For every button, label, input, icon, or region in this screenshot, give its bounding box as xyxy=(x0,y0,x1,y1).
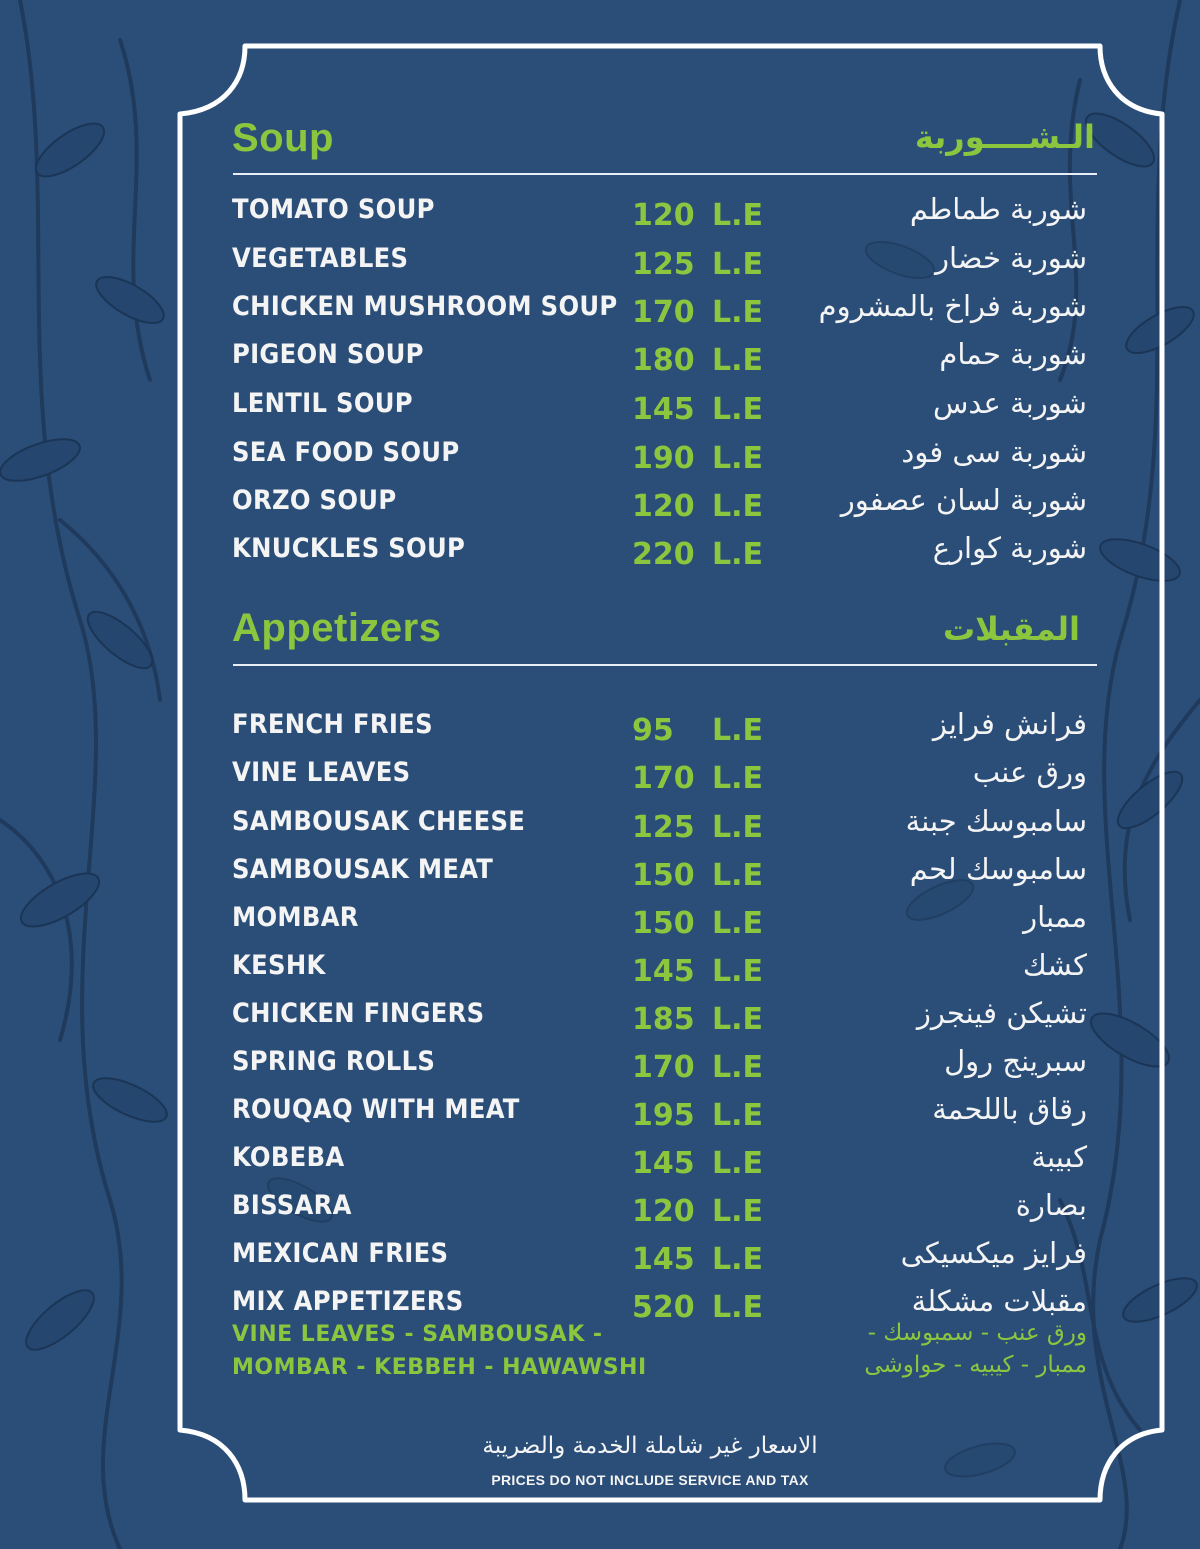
menu-item xyxy=(0,291,1200,339)
item-currency: L.E xyxy=(712,1098,764,1133)
item-name-en: FRENCH FRIES xyxy=(232,709,433,740)
item-currency: L.E xyxy=(712,906,764,941)
item-price: 170 xyxy=(632,295,695,330)
item-name-en: PIGEON SOUP xyxy=(232,339,424,370)
item-name-ar: شوربة سى فود xyxy=(901,435,1087,469)
mix-details-ar-line1: ورق عنب - سمبوسك - xyxy=(867,1320,1087,1346)
item-price: 195 xyxy=(632,1098,695,1133)
menu-item xyxy=(0,902,1200,950)
item-name-ar: فرايز ميكسيكى xyxy=(900,1236,1087,1270)
item-name-en: ORZO SOUP xyxy=(232,485,397,516)
soup-divider xyxy=(233,173,1097,175)
menu-item xyxy=(0,998,1200,1046)
soup-title-en: Soup xyxy=(232,116,334,160)
menu-item xyxy=(0,194,1200,242)
item-price: 220 xyxy=(632,537,695,572)
item-name-en: MOMBAR xyxy=(232,902,359,933)
item-name-en: KOBEBA xyxy=(232,1142,345,1173)
item-name-ar: تشيكن فينجرز xyxy=(916,996,1087,1030)
item-currency: L.E xyxy=(712,1242,764,1277)
item-currency: L.E xyxy=(712,1290,764,1325)
item-name-en: MEXICAN FRIES xyxy=(232,1238,449,1269)
item-name-en: ROUQAQ WITH MEAT xyxy=(232,1094,520,1125)
item-name-en: VEGETABLES xyxy=(232,243,409,274)
item-price: 145 xyxy=(632,1242,695,1277)
item-name-ar: شوربة عدس xyxy=(932,386,1087,420)
item-name-ar: شوربة طماطم xyxy=(909,192,1087,226)
menu-item xyxy=(0,950,1200,998)
item-price: 145 xyxy=(632,1146,695,1181)
item-name-ar: فرانش فرايز xyxy=(932,707,1087,741)
item-name-ar: شوربة لسان عصفور xyxy=(840,483,1087,517)
mix-details-en-line2: MOMBAR - KEBBEH - HAWAWSHI xyxy=(232,1355,647,1380)
item-currency: L.E xyxy=(712,713,764,748)
menu-item xyxy=(0,1046,1200,1094)
footer-note-ar: الاسعار غير شاملة الخدمة والضريبة xyxy=(482,1433,818,1459)
item-price: 150 xyxy=(632,906,695,941)
item-name-ar: كبيبة xyxy=(1031,1140,1087,1174)
item-name-ar: سبرينج رول xyxy=(944,1044,1087,1078)
menu-item xyxy=(0,1190,1200,1238)
menu-item xyxy=(0,388,1200,436)
item-price: 150 xyxy=(632,858,695,893)
menu-item xyxy=(0,1238,1200,1286)
item-name-ar: ورق عنب xyxy=(972,755,1087,789)
item-name-en: KESHK xyxy=(232,950,326,981)
item-name-ar: ممبار xyxy=(1023,900,1087,934)
item-name-en: BISSARA xyxy=(232,1190,352,1221)
item-name-en: SAMBOUSAK CHEESE xyxy=(232,806,526,837)
item-name-en: CHICKEN MUSHROOM SOUP xyxy=(232,291,618,322)
item-currency: L.E xyxy=(712,954,764,989)
item-name-ar: شوربة خضار xyxy=(934,241,1087,275)
item-currency: L.E xyxy=(712,858,764,893)
item-price: 145 xyxy=(632,392,695,427)
menu-item xyxy=(0,243,1200,291)
mix-details-ar-line2: ممبار - كيبيه - حواوشى xyxy=(864,1352,1087,1378)
mix-details-en-line1: VINE LEAVES - SAMBOUSAK - xyxy=(232,1322,603,1347)
item-price: 120 xyxy=(632,489,695,524)
item-currency: L.E xyxy=(712,1002,764,1037)
item-name-en: SEA FOOD SOUP xyxy=(232,437,460,468)
item-name-ar: مقبلات مشكلة xyxy=(911,1284,1087,1318)
item-price: 170 xyxy=(632,1050,695,1085)
item-currency: L.E xyxy=(712,392,764,427)
item-name-en: LENTIL SOUP xyxy=(232,388,413,419)
menu-item xyxy=(0,1142,1200,1190)
item-price: 125 xyxy=(632,810,695,845)
item-name-ar: سامبوسك جبنة xyxy=(905,804,1087,838)
menu-item xyxy=(0,437,1200,485)
menu-item xyxy=(0,806,1200,854)
item-currency: L.E xyxy=(712,810,764,845)
item-name-ar: شوربة فراخ بالمشروم xyxy=(818,289,1087,323)
item-price: 95 xyxy=(632,713,674,748)
item-name-en: TOMATO SOUP xyxy=(232,194,435,225)
menu-item xyxy=(0,485,1200,533)
item-currency: L.E xyxy=(712,295,764,330)
item-currency: L.E xyxy=(712,343,764,378)
item-name-ar: بصارة xyxy=(1015,1188,1087,1222)
item-price: 185 xyxy=(632,1002,695,1037)
item-price: 120 xyxy=(632,198,695,233)
item-name-ar: رقاق باللحمة xyxy=(932,1092,1087,1126)
menu-item xyxy=(0,339,1200,387)
item-name-en: KNUCKLES SOUP xyxy=(232,533,466,564)
appetizers-title-ar: المقبلات xyxy=(943,610,1080,648)
item-currency: L.E xyxy=(712,198,764,233)
item-currency: L.E xyxy=(712,441,764,476)
item-currency: L.E xyxy=(712,761,764,796)
menu-item xyxy=(0,1094,1200,1142)
footer-note-en: PRICES DO NOT INCLUDE SERVICE AND TAX xyxy=(491,1472,809,1488)
menu-item xyxy=(0,854,1200,902)
item-name-ar: شوربة حمام xyxy=(939,337,1087,371)
soup-title-ar: الـشــــوربة xyxy=(914,118,1095,156)
item-currency: L.E xyxy=(712,537,764,572)
item-price: 125 xyxy=(632,247,695,282)
item-currency: L.E xyxy=(712,247,764,282)
menu-item xyxy=(0,709,1200,757)
item-price: 170 xyxy=(632,761,695,796)
menu-item xyxy=(0,533,1200,581)
item-currency: L.E xyxy=(712,1194,764,1229)
item-name-en: MIX APPETIZERS xyxy=(232,1286,464,1317)
item-name-en: CHICKEN FINGERS xyxy=(232,998,485,1029)
item-name-ar: كشك xyxy=(1022,948,1087,982)
item-name-en: VINE LEAVES xyxy=(232,757,411,788)
item-name-en: SPRING ROLLS xyxy=(232,1046,436,1077)
item-price: 520 xyxy=(632,1290,695,1325)
item-price: 145 xyxy=(632,954,695,989)
item-price: 190 xyxy=(632,441,695,476)
appetizers-title-en: Appetizers xyxy=(232,606,442,650)
item-currency: L.E xyxy=(712,1050,764,1085)
item-name-ar: سامبوسك لحم xyxy=(909,852,1087,886)
item-currency: L.E xyxy=(712,1146,764,1181)
menu-item xyxy=(0,757,1200,805)
item-price: 120 xyxy=(632,1194,695,1229)
item-name-ar: شوربة كوارع xyxy=(932,531,1087,565)
item-name-en: SAMBOUSAK MEAT xyxy=(232,854,494,885)
appetizers-divider xyxy=(233,664,1097,666)
item-price: 180 xyxy=(632,343,695,378)
item-currency: L.E xyxy=(712,489,764,524)
